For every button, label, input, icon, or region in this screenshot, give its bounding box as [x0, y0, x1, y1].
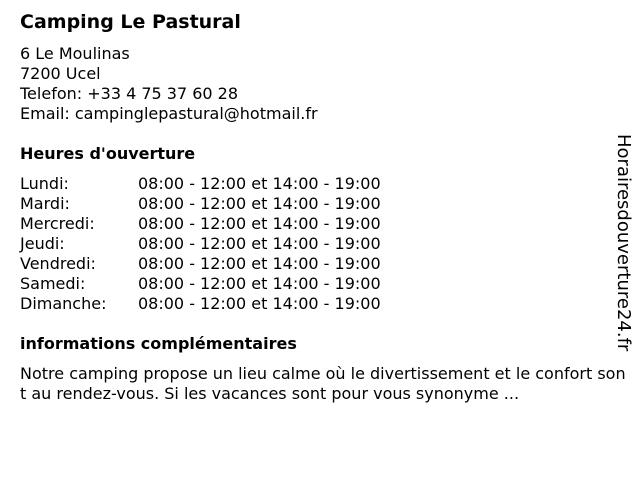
phone-number: Telefon: +33 4 75 37 60 28 [20, 84, 239, 103]
hours-row [20, 294, 381, 314]
day-label: Lundi: [20, 174, 69, 193]
hours-table [20, 174, 381, 314]
day-label: Jeudi: [20, 234, 65, 253]
opening-hours: 08:00 - 12:00 et 14:00 - 19:00 [138, 294, 381, 313]
day-label: Mardi: [20, 194, 70, 213]
hours-row [20, 194, 381, 214]
city: 7200 Ucel [20, 64, 101, 83]
day-label: Samedi: [20, 274, 86, 293]
opening-hours: 08:00 - 12:00 et 14:00 - 19:00 [138, 234, 381, 253]
street-address: 6 Le Moulinas [20, 44, 130, 63]
description-text: Notre camping propose un lieu calme où le divertissement et le confort sont au rendez-vous. Si les vacances sont pour vous synonyme ... [20, 364, 626, 403]
hours-heading: Heures d'ouverture [20, 144, 196, 163]
site-watermark: Horairesdouverture24.fr [613, 134, 634, 352]
opening-hours: 08:00 - 12:00 et 14:00 - 19:00 [138, 254, 381, 273]
opening-hours: 08:00 - 12:00 et 14:00 - 19:00 [138, 214, 381, 233]
address-block [20, 44, 318, 124]
info-heading: informations complémentaires [20, 334, 297, 353]
opening-hours: 08:00 - 12:00 et 14:00 - 19:00 [138, 194, 381, 213]
hours-row [20, 254, 381, 274]
hours-row [20, 274, 381, 294]
opening-hours: 08:00 - 12:00 et 14:00 - 19:00 [138, 174, 381, 193]
email-address: Email: campinglepastural@hotmail.fr [20, 104, 318, 123]
opening-hours: 08:00 - 12:00 et 14:00 - 19:00 [138, 274, 381, 293]
hours-row [20, 174, 381, 194]
day-label: Dimanche: [20, 294, 107, 313]
day-label: Vendredi: [20, 254, 96, 273]
hours-row [20, 234, 381, 254]
hours-row [20, 214, 381, 234]
day-label: Mercredi: [20, 214, 95, 233]
page-title: Camping Le Pastural [20, 11, 241, 33]
